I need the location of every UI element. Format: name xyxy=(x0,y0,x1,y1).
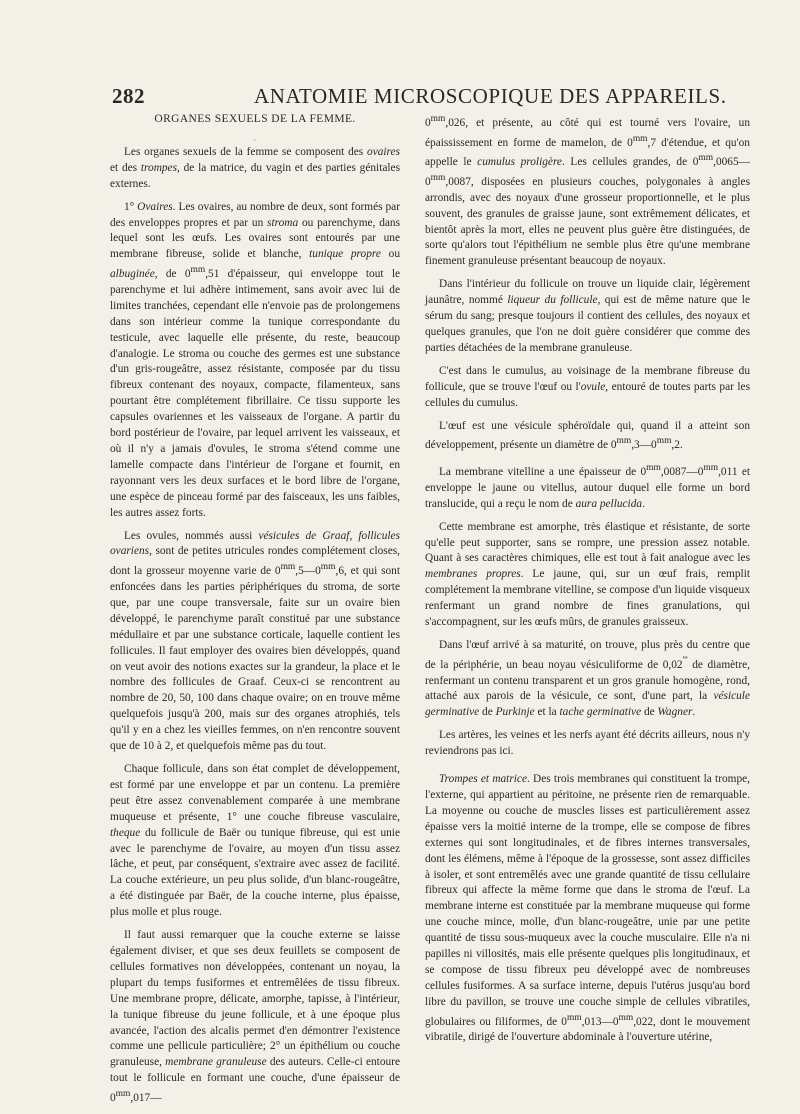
right-paragraph: La membrane vitelline a une épaisseur de $0^{mm},0087—0^{mm},011$ et enveloppe le jaune ou vitellus, autour duquel elle forme un bord translucide, qui a reçu le nom de aura pellucida. xyxy=(425,463,750,510)
page-number: 282 xyxy=(112,84,145,108)
running-title: ANATOMIE MICROSCOPIQUE DES APPAREILS. xyxy=(254,84,727,108)
right-paragraph: C'est dans le cumulus, au voisinage de la membrane fibreuse du follicule, que se trouve l'œuf ou l'ovule, entouré de toutes parts par les cellules du cumulus. xyxy=(425,364,750,409)
left-paragraph: Chaque follicule, dans son état complet de développement, est formé par une enveloppe et par un contenu. La première peut être assez convenablement comparée à une membrane muqueuse et présente, 1° une couche fibreuse vasculaire, theque du follicule de Baër ou tunique fibreuse, qui est unie avec le parenchyme de l'ovaire, au moyen d'un tissu assez lâche, et peut, par conséquent, s'extraire avec assez de facilité. La couche extérieure, un peu plus solide, d'un blanc-rougeâtre, a été distinguée par Baër, de la couche interne, plus épaisse, plus molle et plus rouge. xyxy=(110,763,400,919)
right-column xyxy=(425,112,750,1053)
right-paragraph: Dans l'œuf arrivé à sa maturité, on trouve, plus près du centre que de la périphérie, un beau noyau vésiculiforme de 0,02''' de diamètre, renfermant un contenu transparent et un gros granule homogène, rond, attaché aux parois de la vésicule, ce sont, d'une part, la vésicule germinative de Purkinje et la tache germinative de Wagner. xyxy=(425,638,750,719)
right-paragraph: L'œuf est une vésicule sphéroïdale qui, quand il a atteint son développement, présente un diamètre de $0^{mm},3—0^{mm},2$. xyxy=(425,419,750,452)
right-paragraphs xyxy=(425,112,750,1046)
left-paragraph: Il faut aussi remarquer que la couche externe se laisse également diviser, et que ses deux feuillets se composent de cellules formatives non développées, contenant un noyau, la plupart du temps fusiformes et entremêlées de tissu fibreux. Une membrane propre, délicate, amorphe, tapisse, à l'intérieur, la tunique fibreuse du jeune follicule, et à une époque plus avancée, l'action des alcalis permet d'en démontrer l'existence comme une pellicule particulière; 2° un épithélium ou couche granuleuse, membrane granuleuse des auteurs. Celle-ci entoure tout le follicule en formant une couche, d'une épaisseur de $0^{mm},017—$ xyxy=(110,929,400,1104)
left-paragraph: Les organes sexuels de la femme se composent des ovaires et des trompes, de la matrice, du vagin et des parties génitales externes. xyxy=(110,145,400,190)
left-paragraphs xyxy=(110,145,400,1107)
right-paragraph: $0^{mm},026$, et présente, au côté qui est tourné vers l'ovaire, un épaississement en forme de mamelon, de $0^{mm},7$ d'étendue, et qu'on appelle le cumulus proligère. Les cellules grandes, de $0^{mm},0065—0^{mm},0087$, disposées en plusieurs couches, polygonales à angles arrondis, avec des noyaux d'une grosseur proportionnelle, et le plus souvent, des granules de graisse jaune, sont extrêmement délicates, et bientôt après la mort, elles ne peuvent plus guère être distinguées, de sorte qu'alors tout l'épithélium ne semble plus être qu'une membrane finement granuleuse présentant beaucoup de noyaux. xyxy=(425,114,750,268)
right-paragraph: Cette membrane est amorphe, très élastique et résistante, de sorte qu'elle peut supporter, sans se rompre, une pression assez notable. Quant à ses caractères chimiques, elle est tout à fait analogue avec les membranes propres. Le jaune, qui, sur un œuf frais, remplit complétement la membrane vitelline, se compose d'un liquide visqueux renfermant un grand nombre de fines granulations, qui s'accompagnent, sur les œufs mûrs, de granules graisseux. xyxy=(425,520,750,629)
right-paragraph: Les artères, les veines et les nerfs ayant été décrits ailleurs, nous n'y reviendrons pas ici. xyxy=(425,729,750,758)
left-paragraph: 1° Ovaires. Les ovaires, au nombre de deux, sont formés par des enveloppes propres et par un stroma ou parenchyme, dans lequel sont les œufs. Les ovaires sont entourés par une membrane fibreuse, solide et blanche, tunique propre ou albuginée, de $0^{mm},51$ d'épaisseur, qui enveloppe tout le parenchyme et lui adhère intimement, sans avoir avec lui de limites tranchées, cependant elle n'envoie pas de prolongemens dans son intérieur comme la tunique correspondante du testicule, avec laquelle elle présente, du reste, beaucoup d'analogie. Le stroma ou couche des germes est une substance d'un gris-rougeâtre, assez résistante, composée par du tissu fibreux contenant des noyaux, compacte, filamenteux, sans pourtant être complétement fibrillaire. Ce tissu supporte les capsules ovariennes et les vaisseaux de l'organe. A partir du bord postérieur de l'ovaire, par lequel arrivent les vaisseaux, et où il n'y a jamais d'ovules, le stroma s'étend comme une lamelle compacte dans l'intérieur de l'organe et fournit, en rayonnant vers les deux surfaces et le bord libre de l'organe, une espèce de pinceau formé par des faisceaux, les uns faibles, les autres assez forts. xyxy=(110,200,401,519)
left-paragraph: Les ovules, nommés aussi vésicules de Graaf, follicules ovariens, sont de petites utricules rondes complétement closes, dont la grosseur moyenne varie de $0^{mm},5—0^{mm},6$, et qui sont enfoncées dans les parties périphériques du stroma, de sorte que, par une coupe transversale, faite sur un ovaire bien développé, le parenchyme paraît constitué par une substance médullaire et par une substance corticale, laquelle contient les follicules. Il faut employer des ovaires bien développés, quand on veut avoir des notions exactes sur la grandeur, la place et le nombre des follicules de Graaf. Ceux-ci se rencontrent au nombre de 20, 50, 100 dans chaque ovaire; on en trouve même quelquefois jusqu'à 200, mais sur des organes atrophiés, tels qu'il y en a chez les vieilles femmes, on n'en rencontre souvent que de 10 à 2, et quelquefois même pas du tout. xyxy=(110,529,400,753)
page-header xyxy=(112,84,727,112)
right-paragraph: Trompes et matrice. Des trois membranes qui constituent la trompe, l'externe, qui appartient au péritoine, ne présente rien de remarquable. La moyenne ou couche de muscles lisses est particulièrement assez épaisse vers la moitié interne de la trompe, elle se compose de fibres externes qui sont longitudinales, et de fibres internes transversales, dont les élémens, même à l'époque de la grossesse, sont assez difficiles à isoler, et sont entremêlés avec une grande quantité de tissu cellulaire fibreux qui affecte la même forme que dans le stroma de l'œuf. La membrane interne est constituée par la membrane muqueuse qui forme une couche mince, molle, d'un blanc-rougeâtre, unie par une petite quantité de tissu sous-muqueux avec la couche musculaire. Elle n'a ni papilles ni villosités, mais elle présente quelques plis longitudinaux, et se compose de tissu fibreux peu développé avec de nombreuses cellules fusiformes. A sa surface interne, depuis l'utérus jusqu'au bord libre du pavillon, se trouve une couche simple de cellules vibratiles, globulaires ou filiformes, de $0^{mm},013—0^{mm},022$, dont le mouvement vibratile, dirigé de l'ouverture abdominale à l'ouverture utérine, xyxy=(425,773,751,1044)
left-column xyxy=(110,112,400,1114)
right-paragraph: Dans l'intérieur du follicule on trouve un liquide clair, légèrement jaunâtre, nommé liqueur du follicule, qui est de même nature que le sérum du sang; presque toujours il contient des cellules, des noyaux et quelques granules, que l'on ne doit guère considérer que comme des parties détachées de la membrane granuleuse. xyxy=(425,278,750,354)
ornament-dot: · xyxy=(253,134,257,145)
section-title: ORGANES SEXUELS DE LA FEMME. xyxy=(154,113,356,125)
